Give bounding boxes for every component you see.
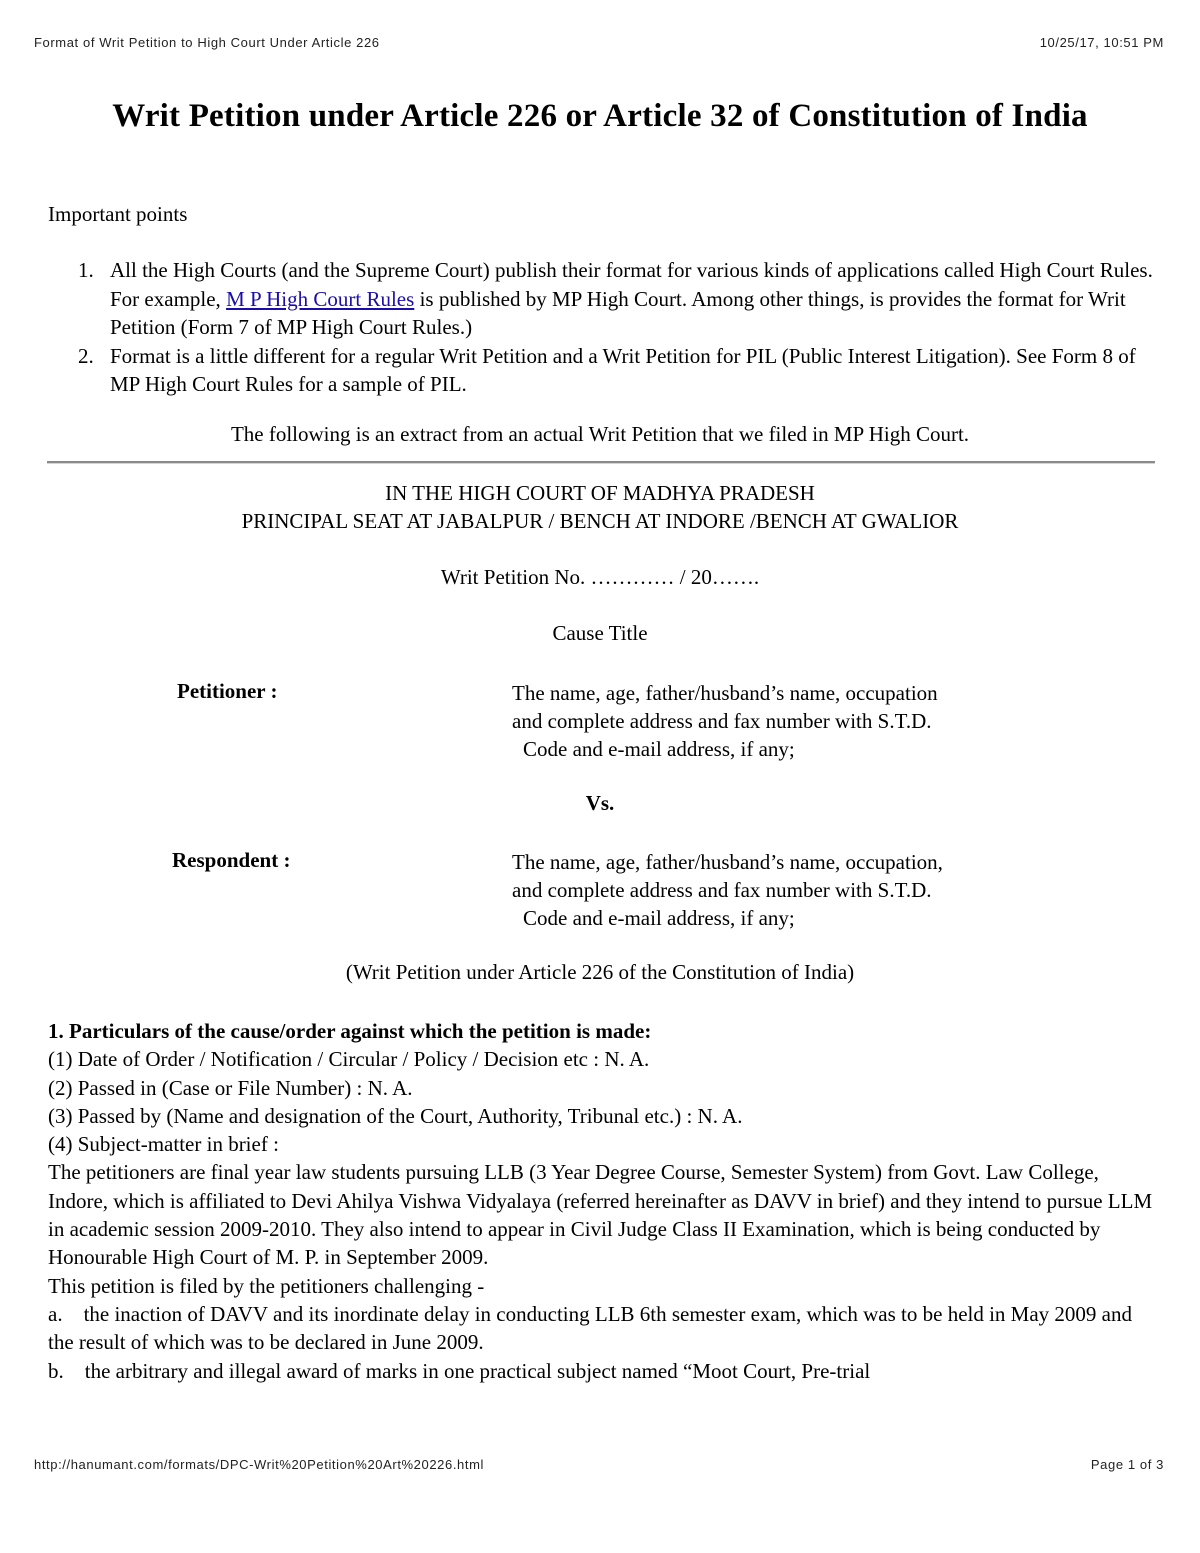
challenge-item-a: a. the inaction of DAVV and its inordinate delay in conducting LLB 6th semester exam, which was to be held in May 2009 and the result of which was to be declared in June 2009. — [48, 1301, 1138, 1355]
page-title: Writ Petition under Article 226 or Article 32 of Constitution of India — [112, 98, 1088, 134]
respondent-line: and complete address and fax number with S.T.D. — [512, 878, 932, 902]
versus-label: Vs. — [585, 791, 615, 815]
petitioner-line: Code and e-mail address, if any; — [523, 737, 795, 761]
respondent-line: Code and e-mail address, if any; — [523, 906, 795, 930]
cause-title: Cause Title — [552, 621, 648, 645]
list-number: 1. — [78, 258, 94, 282]
petitioner-line: and complete address and fax number with S.T.D. — [512, 709, 932, 733]
point-text: is published by MP High Court. Among other things, is provides the format for Writ Petition (Form 7 of MP High Court Rules.) — [110, 286, 1126, 339]
important-points-heading: Important points — [48, 202, 188, 226]
court-name: IN THE HIGH COURT OF MADHYA PRADESH — [385, 481, 815, 505]
point-text: Format is a little different for a regular Writ Petition and a Writ Petition for PIL (Public Interest Litigation). See Form 8 of MP High Court Rules for a sample of PIL. — [110, 343, 1136, 396]
particular-line: (1) Date of Order / Notification / Circular / Policy / Decision etc : N. A. — [48, 1047, 650, 1072]
challenging-intro: This petition is filed by the petitioners challenging - — [48, 1273, 485, 1298]
important-points-list — [48, 256, 1158, 399]
print-header-datetime: 10/25/17, 10:51 PM — [1039, 35, 1164, 50]
respondent-label: Respondent : — [172, 848, 291, 872]
print-footer-url: http://hanumant.com/formats/DPC-Writ%20Petition%20Art%20226.html — [34, 1457, 485, 1472]
particulars-section — [48, 1017, 1160, 1385]
point-text: All the High Courts (and the Supreme Court) publish their format for various kinds of applications called High Court Rules. For example, — [110, 258, 1153, 311]
print-header-title: Format of Writ Petition to High Court Under Article 226 — [34, 35, 380, 50]
extract-note: The following is an extract from an actual Writ Petition that we filed in MP High Court. — [230, 422, 970, 446]
print-footer-page: Page 1 of 3 — [1090, 1457, 1164, 1472]
petitioner-label: Petitioner : — [177, 679, 278, 703]
subject-paragraph: The petitioners are final year law students pursuing LLB (3 Year Degree Course, Semester System) from Govt. Law College, Indore, which is affiliated to Devi Ahilya Vishwa Vidyalaya (referred hereinafter as DAVV in brief) and they intend to pursue LLM in academic session 2009-2010. They also intend to appear in Civil Judge Class II Examination, which is being conducted by Honourable High Court of M. P. in September 2009. — [48, 1160, 1153, 1270]
list-number: 2. — [78, 343, 94, 368]
mp-high-court-rules-link[interactable]: M P High Court Rules — [226, 286, 415, 311]
under-article-line: (Writ Petition under Article 226 of the Constitution of India) — [345, 960, 855, 984]
list-item — [48, 342, 1158, 399]
horizontal-rule — [47, 461, 1155, 464]
particular-line: (2) Passed in (Case or File Number) : N. A. — [48, 1075, 413, 1100]
writ-petition-number: Writ Petition No. ………… / 20……. — [440, 565, 760, 589]
respondent-details — [512, 848, 943, 932]
court-seat: PRINCIPAL SEAT AT JABALPUR / BENCH AT INDORE /BENCH AT GWALIOR — [241, 509, 959, 533]
section-heading: 1. Particulars of the cause/order against which the petition is made: — [48, 1019, 652, 1043]
challenge-item-b: b. the arbitrary and illegal award of marks in one practical subject named “Moot Court, Pre-trial — [48, 1358, 871, 1383]
petitioner-line: The name, age, father/husband’s name, occupation — [512, 681, 938, 705]
petitioner-details — [512, 679, 938, 763]
particular-line: (4) Subject-matter in brief : — [48, 1132, 279, 1157]
list-item — [48, 256, 1158, 342]
respondent-line: The name, age, father/husband’s name, occupation, — [512, 850, 943, 874]
particular-line: (3) Passed by (Name and designation of the Court, Authority, Tribunal etc.) : N. A. — [48, 1103, 743, 1128]
